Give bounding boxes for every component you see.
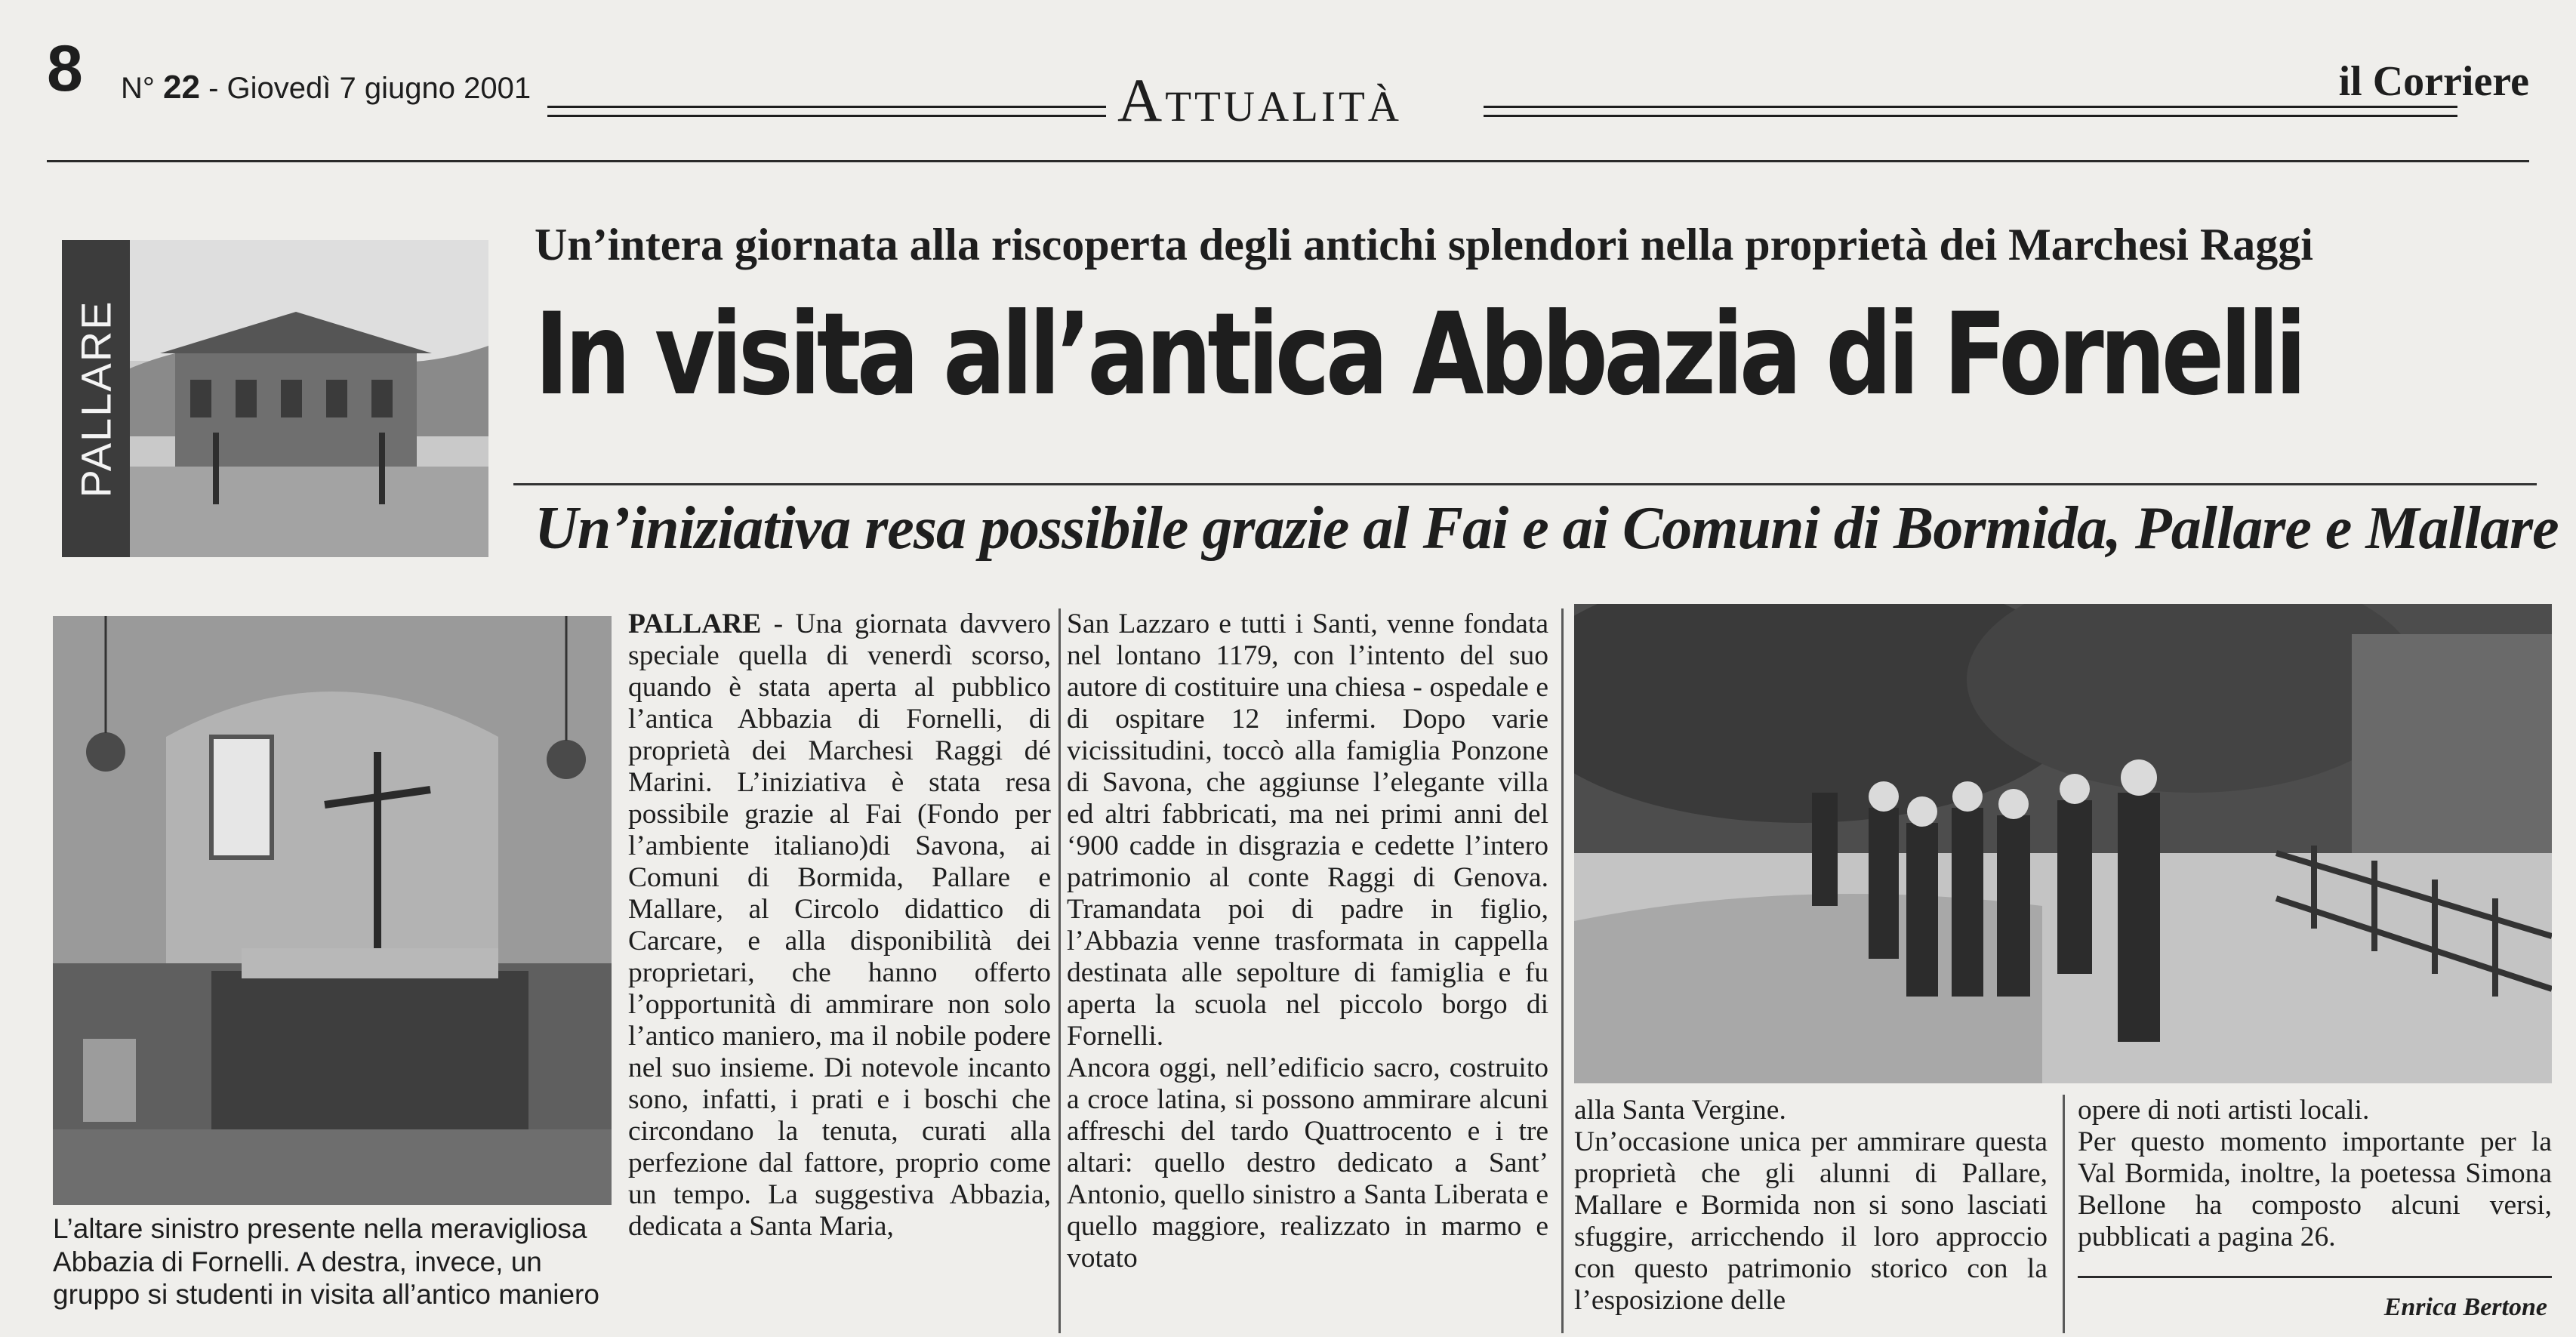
issue-date: - Giovedì 7 giugno 2001 xyxy=(208,72,532,105)
column-3-paragraph-1: alla Santa Vergine. xyxy=(1574,1095,1786,1126)
article-column-2 xyxy=(1067,608,1548,1333)
photo-caption: L’altare sinistro presente nella meravigliosa Abbazia di Fornelli. A destra, invece, un gruppo si studenti in visita all’antico maniero xyxy=(53,1213,599,1311)
column-divider-3 xyxy=(2063,1095,2065,1333)
issue-number: 22 xyxy=(163,69,200,106)
altar-photo xyxy=(53,616,612,1205)
newspaper-name: il Corriere xyxy=(2338,58,2529,105)
column-2-paragraph-2: Ancora oggi, nell’edificio sacro, costruito a croce latina, si possono ammirare alcuni affreschi del tardo Quattrocento e i tre altari: quello destro dedicato a Sant’ Antonio, quello sinistro a Santa Liberata e quello maggiore, realizzato in marmo e votato xyxy=(1067,1052,1548,1274)
article-column-4 xyxy=(2078,1095,2552,1261)
villa-thumbnail-photo xyxy=(130,240,488,557)
column-divider-1 xyxy=(1058,608,1061,1333)
header-underline xyxy=(47,160,2529,162)
byline: Enrica Bertone xyxy=(2383,1293,2547,1321)
article-subheadline: Un’intera giornata alla riscoperta degli antichi splendori nella proprietà dei Marchesi Raggi xyxy=(535,220,2313,270)
location-tag-label: PALLARE xyxy=(72,300,120,498)
dateline: PALLARE xyxy=(628,608,762,639)
column-3-paragraph-2: Un’occasione unica per ammirare questa proprietà che gli alunni di Pallare, Mallare e Bormida non si sono lasciati sfuggire, arricchendo il loro approccio con questo patrimonio storico con la l’esposizione delle xyxy=(1574,1126,2048,1316)
column-4-paragraph-1: opere di noti artisti locali. xyxy=(2078,1095,2370,1126)
article-column-1 xyxy=(628,608,1051,1333)
column-1-text: - Una giornata davvero speciale quella di venerdì scorso, quando è stata aperta al pubblico l’antica Abbazia di Fornelli, di proprietà dei Marchesi Raggi dé Marini. L’iniziativa è stata resa possibile grazie al Fai (Fondo per l’ambiente italiano)di Savona, ai Comuni di Bormida, Pallare e Mallare, al Circolo didattico di Carcare, e alla disponibilità dei proprietari, che hanno offerto l’opportunità di ammirare non solo l’antico maniero, ma il nobile podere nel suo insieme. Di notevole incanto sono, infatti, i prati e i boschi che circondano la tenuta, curati alla perfezione dal fattore, proprio come un tempo. La suggestiva Abbazia, dedicata a Santa Maria, xyxy=(628,608,1051,1242)
article-column-3 xyxy=(1574,1095,2048,1333)
header-rule-right xyxy=(1484,106,2457,117)
article-dek: Un’iniziativa resa possibile grazie al Fai e ai Comuni di Bormida, Pallare e Mallare xyxy=(535,495,2559,562)
headline-rule xyxy=(513,483,2537,485)
column-divider-2 xyxy=(1561,608,1564,1333)
students-visit-photo xyxy=(1574,604,2552,1083)
section-title: Attualità xyxy=(1117,66,1402,134)
issue-info xyxy=(121,71,531,104)
column-2-paragraph-1: San Lazzaro e tutti i Santi, venne fondata nel lontano 1179, con l’intento del suo autore di costituire una chiesa - ospedale e di ospitare 12 infermi. Dopo varie vicissitudini, toccò alla famiglia Ponzone di Savona, che aggiunse l’elegante villa ed altri fabbricati, ma nei primi anni del ‘900 cadde in disgrazia e cedette l’intero patrimonio al conte Raggi di Genova. Tramandata poi di padre in figlio, l’Abbazia venne trasformata in cappella destinata alle sepolture di famiglia e fu aperta la scuola nel piccolo borgo di Fornelli. xyxy=(1067,608,1548,1052)
column-1-paragraph xyxy=(628,608,1051,1243)
page-number: 8 xyxy=(47,32,83,105)
article-headline: In visita all’antica Abbazia di Fornelli xyxy=(535,289,2303,421)
location-tag xyxy=(62,240,130,557)
issue-prefix: N° xyxy=(121,72,155,105)
header-rule-left xyxy=(547,106,1106,117)
column-4-paragraph-2: Per questo momento importante per la Val Bormida, inoltre, la poetessa Simona Bellone ha composto alcuni versi, pubblicati a pagina 26. xyxy=(2078,1126,2552,1252)
byline-rule xyxy=(2078,1276,2552,1278)
